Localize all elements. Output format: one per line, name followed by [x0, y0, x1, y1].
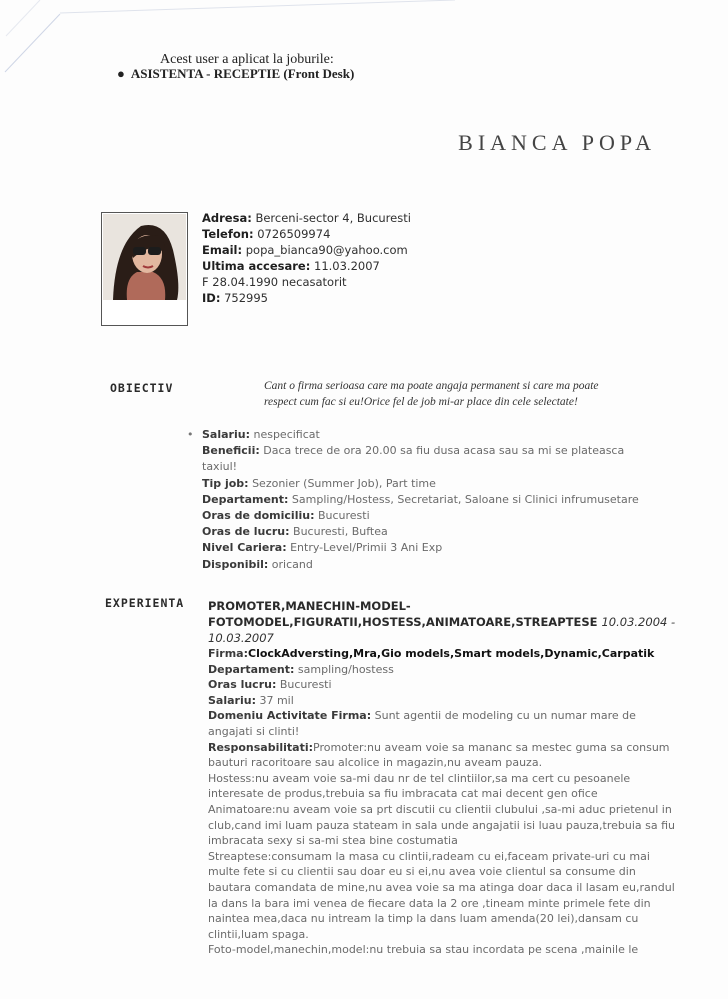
- phone-value: 0726509974: [257, 227, 331, 241]
- id-row: ID: 752995: [202, 291, 268, 305]
- contact-block: [202, 210, 411, 306]
- personal-row: F 28.04.1990 necasatorit: [202, 275, 347, 289]
- candidate-name: BIANCA POPA: [458, 130, 656, 155]
- job-preferences: [187, 427, 662, 573]
- objective-text: Cant o firma serioasa care ma poate angaja permanent si care ma poate respect cum fac si eu!Orice fel de job mi-ar place din cele selectate!: [264, 380, 599, 408]
- responsibilities-row: Responsabilitati:Promoter:nu aveam voie sa mananc sa mestec guma sa consum bauturi racoritoare sau alcolice in magazin,nu aveam pauza. Hostess:nu aveam voie sa-mi dau nr de tel clintiilor,sa ma cert cu pesoanele interesate de produs,trebuia sa fiu imbracata cat mai decent gen ofice Animatoare:nu aveam voie sa prt discutii cu clientii clubului ,sa-mi aduc prietenul in club,cand imi luam pauza stateam in sala unde angajatii isi luau pauza,trebuia sa fiu imbracata sexy si sa-mi stea bine costumatia Streaptese:consumam la masa cu clintii,radeam cu ei,faceam private-uri cu mai multe fete si cu clientii sau doar eu si ei,nu avea voie clientul sa consume din bautara comandata de mine,nu avea voie sa ma atinga doar daca il lasam eu,randul la dans la bara imi venea de fiecare data la 2 ore ,tineam minte primele fete din naintea mea,daca nu intream la timp la dans luam amenda(20 lei),dansam cu clintii,luam spaga. Foto-model,manechin,model:nu trebuia sa stau incordata pe scena ,mainile le: [208, 740, 676, 957]
- last-access-row: Ultima accesare: 11.03.2007: [202, 259, 380, 273]
- experience-dates: 10.03.2004 - 10.03.2007: [208, 615, 676, 645]
- company-row: Firma:ClockAdversting,Mra,Gio models,Smart models,Dynamic,Carpatik: [208, 647, 655, 660]
- department-row: Departament: Sampling/Hostess, Secretariat, Saloane si Clinici infrumusetare: [202, 492, 639, 506]
- email-row: Email: popa_bianca90@yahoo.com: [202, 243, 408, 257]
- applied-job-title: ASISTENTA - RECEPTIE (Front Desk): [130, 66, 355, 81]
- profile-photo-frame: [101, 212, 188, 326]
- responsibilities-text: Promoter:nu aveam voie sa mananc sa mestec guma sa consum bauturi racoritoare sau alcolice in magazin,nu aveam pauza. Hostess:nu aveam voie sa-mi dau nr de tel clintiilor,sa ma cert cu pesoanele interesate de produs,trebuia sa fiu imbracata cat mai decent gen ofice Animatoare:nu aveam voie sa prt discutii cu clientii clubului ,sa-mi aduc prietenul in club,cand imi luam pauza stateam in sala unde angajatii isi luau pauza,trebuia sa fiu imbracata sexy si sa-mi stea bine costumatia Streaptese:consumam la masa cu clintii,radeam cu ei,faceam private-uri cu mai multe fete si cu clientii sau doar eu si ei,nu avea voie clientul sa consume din bautara comandata de mine,nu avea voie sa ma atinga doar daca il lasam eu,randul la dans la bara imi venea de fiecare data la 2 ore ,tineam minte primele fete din naintea mea,daca nu intream la timp la dans luam amenda(20 lei),dansam cu clintii,luam spaga. Foto-model,manechin,model:nu trebuia sa stau incordata pe scena ,mainile le: [208, 740, 676, 957]
- scan-corner-mark: [0, 0, 728, 80]
- applied-job-item: [117, 66, 354, 82]
- job-type-row: Tip job: Sezonier (Summer Job), Part time: [202, 476, 436, 490]
- objective-label: OBIECTIV: [110, 381, 174, 395]
- phone-row: Telefon: 0726509974: [202, 227, 331, 241]
- work-city-row: Oras de lucru: Bucuresti, Buftea: [202, 525, 388, 539]
- bullet-icon: •: [187, 428, 194, 441]
- career-level-row: Nivel Cariera: Entry-Level/Primii 3 Ani Exp: [202, 541, 443, 555]
- last-access-value: 11.03.2007: [314, 259, 380, 273]
- exp-salary-row: Salariu: 37 mil: [208, 693, 294, 707]
- address-value: Berceni-sector 4, Bucuresti: [255, 211, 411, 225]
- availability-row: Disponibil: oricand: [202, 557, 313, 571]
- experience-label: EXPERIENTA: [105, 596, 185, 610]
- benefits-row: Beneficii: Daca trece de ora 20.00 sa fiu dusa acasa sau sa mi se plateasca taxiul!: [202, 444, 625, 474]
- applied-jobs-note: Acest user a aplicat la joburile:: [160, 52, 334, 67]
- email-value: popa_bianca90@yahoo.com: [245, 243, 408, 257]
- bullet-icon: ●: [117, 66, 125, 81]
- experience-entry: [208, 598, 678, 958]
- exp-domain-row: Domeniu Activitate Firma: Sunt agentii de modeling cu un numar mare de angajati si clinti!: [208, 709, 636, 738]
- profile-photo: [103, 214, 186, 300]
- home-city-row: Oras de domiciliu: Bucuresti: [202, 509, 370, 523]
- experience-title: PROMOTER,MANECHIN-MODEL-FOTOMODEL,FIGURATII,HOSTESS,ANIMATOARE,STREAPTESE 10.03.2004 - 10.03.2007: [208, 599, 676, 645]
- exp-city-row: Oras lucru: Bucuresti: [208, 678, 332, 692]
- salary-row: Salariu: nespecificat: [202, 428, 320, 441]
- exp-department-row: Departament: sampling/hostess: [208, 662, 394, 676]
- id-value: 752995: [224, 291, 268, 305]
- address-row: Adresa: Berceni-sector 4, Bucuresti: [202, 211, 411, 225]
